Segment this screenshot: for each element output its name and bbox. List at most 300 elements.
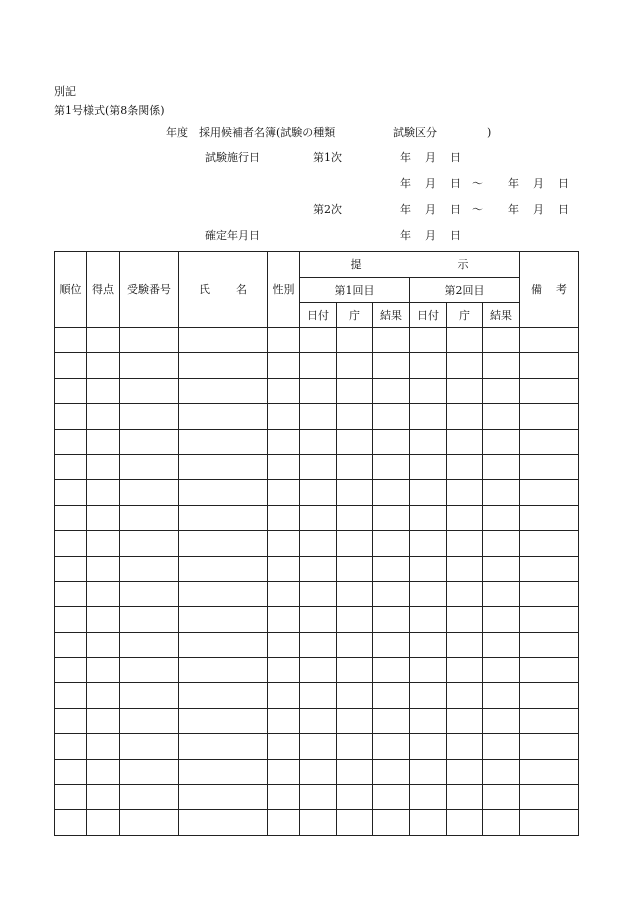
table-cell	[179, 378, 268, 403]
table-cell	[55, 658, 87, 683]
table-cell	[268, 658, 300, 683]
table-cell	[300, 378, 337, 403]
table-cell	[268, 708, 300, 733]
table-cell	[268, 607, 300, 632]
table-cell	[55, 505, 87, 530]
table-cell	[373, 581, 410, 606]
table-cell	[120, 708, 179, 733]
table-cell	[179, 785, 268, 810]
table-row	[55, 581, 579, 606]
table-cell	[268, 378, 300, 403]
table-cell	[337, 378, 373, 403]
table-cell	[55, 581, 87, 606]
table-cell	[87, 505, 120, 530]
table-cell	[447, 658, 483, 683]
table-cell	[179, 531, 268, 556]
table-cell	[268, 683, 300, 708]
header-presentation-part2: 示	[457, 258, 469, 271]
first-range-start-year: 年	[400, 177, 411, 190]
header-first-time: 第1回目	[300, 278, 410, 303]
table-cell	[120, 607, 179, 632]
header-name-part1: 氏	[199, 283, 210, 296]
header-first-office: 庁	[337, 303, 373, 328]
table-cell	[483, 581, 520, 606]
table-cell	[337, 785, 373, 810]
candidate-list-table	[54, 251, 578, 835]
confirm-date-year: 年	[400, 229, 411, 242]
table-cell	[179, 404, 268, 429]
table-cell	[179, 454, 268, 479]
table-cell	[179, 632, 268, 657]
table-cell	[87, 683, 120, 708]
table-cell	[55, 480, 87, 505]
table-cell	[410, 683, 447, 708]
table-cell	[179, 810, 268, 835]
table-cell	[447, 378, 483, 403]
table-cell	[268, 632, 300, 657]
table-cell	[179, 581, 268, 606]
table-cell	[520, 607, 579, 632]
first-date-day: 日	[450, 151, 461, 164]
table-cell	[268, 505, 300, 530]
table-cell	[410, 531, 447, 556]
table-cell	[483, 785, 520, 810]
table-cell	[520, 505, 579, 530]
table-cell	[373, 328, 410, 353]
table-cell	[337, 734, 373, 759]
table-cell	[483, 556, 520, 581]
table-cell	[120, 683, 179, 708]
table-cell	[410, 759, 447, 784]
table-cell	[337, 810, 373, 835]
table-cell	[373, 378, 410, 403]
table-cell	[520, 531, 579, 556]
table-cell	[179, 505, 268, 530]
table-cell	[300, 632, 337, 657]
table-cell	[268, 581, 300, 606]
table-cell	[410, 328, 447, 353]
table-cell	[300, 810, 337, 835]
table-cell	[373, 708, 410, 733]
table-row	[55, 353, 579, 378]
table-cell	[373, 505, 410, 530]
table-cell	[520, 734, 579, 759]
table-cell	[410, 429, 447, 454]
table-cell	[120, 378, 179, 403]
table-cell	[55, 607, 87, 632]
table-cell	[87, 378, 120, 403]
table-cell	[373, 785, 410, 810]
table-cell	[87, 480, 120, 505]
table-cell	[87, 632, 120, 657]
table-cell	[87, 759, 120, 784]
table-cell	[337, 480, 373, 505]
table-cell	[120, 454, 179, 479]
table-row	[55, 556, 579, 581]
annex-label: 別記	[54, 85, 76, 98]
table-cell	[337, 531, 373, 556]
table-cell	[483, 658, 520, 683]
table-cell	[410, 658, 447, 683]
table-cell	[410, 556, 447, 581]
table-cell	[483, 429, 520, 454]
table-cell	[410, 581, 447, 606]
table-cell	[483, 708, 520, 733]
table-row	[55, 480, 579, 505]
table-cell	[520, 785, 579, 810]
table-cell	[300, 708, 337, 733]
confirm-date-day: 日	[450, 229, 461, 242]
table-cell	[373, 480, 410, 505]
table-cell	[483, 531, 520, 556]
table-cell	[337, 556, 373, 581]
table-cell	[483, 683, 520, 708]
table-cell	[520, 759, 579, 784]
table-cell	[268, 810, 300, 835]
table-row	[55, 708, 579, 733]
table-cell	[179, 734, 268, 759]
table-cell	[373, 632, 410, 657]
table-cell	[120, 480, 179, 505]
confirm-date-month: 月	[425, 229, 436, 242]
table-cell	[520, 581, 579, 606]
header-name-part2: 名	[236, 283, 247, 296]
table-cell	[179, 708, 268, 733]
table-cell	[373, 734, 410, 759]
table-cell	[300, 607, 337, 632]
table-cell	[55, 353, 87, 378]
table-cell	[87, 734, 120, 759]
table-cell	[447, 632, 483, 657]
table-cell	[300, 683, 337, 708]
table-cell	[87, 556, 120, 581]
first-range-end-month: 月	[533, 177, 544, 190]
table-cell	[447, 734, 483, 759]
table-cell	[120, 810, 179, 835]
table-row	[55, 607, 579, 632]
table-cell	[337, 658, 373, 683]
table-cell	[300, 759, 337, 784]
table-cell	[337, 353, 373, 378]
table-cell	[447, 810, 483, 835]
table-row	[55, 810, 579, 835]
table-cell	[179, 429, 268, 454]
table-cell	[179, 683, 268, 708]
table-cell	[55, 328, 87, 353]
table-cell	[520, 683, 579, 708]
table-cell	[179, 607, 268, 632]
table-row	[55, 404, 579, 429]
table-cell	[55, 632, 87, 657]
table-cell	[337, 708, 373, 733]
table-row	[55, 658, 579, 683]
table-cell	[447, 429, 483, 454]
table-cell	[447, 505, 483, 530]
table-cell	[300, 531, 337, 556]
second-range-start-day: 日	[450, 203, 461, 216]
table-row	[55, 785, 579, 810]
table-cell	[87, 404, 120, 429]
table-cell	[179, 353, 268, 378]
table-cell	[337, 404, 373, 429]
table-cell	[373, 556, 410, 581]
table-cell	[520, 632, 579, 657]
table-cell	[337, 454, 373, 479]
second-range-start-year: 年	[400, 203, 411, 216]
table-cell	[410, 734, 447, 759]
table-cell	[483, 759, 520, 784]
table-row	[55, 429, 579, 454]
table-cell	[373, 607, 410, 632]
first-date-year: 年	[400, 151, 411, 164]
table-row	[55, 734, 579, 759]
table-cell	[179, 328, 268, 353]
table-cell	[447, 785, 483, 810]
table-cell	[268, 454, 300, 479]
table-cell	[120, 632, 179, 657]
first-stage-label: 第1次	[313, 151, 342, 164]
header-score: 得点	[87, 252, 120, 328]
table-cell	[447, 607, 483, 632]
table-cell	[483, 378, 520, 403]
table-cell	[410, 708, 447, 733]
header-gender: 性別	[268, 252, 300, 328]
table-cell	[268, 531, 300, 556]
table-cell	[520, 454, 579, 479]
form-number: 第1号様式(第8条関係)	[54, 104, 165, 117]
table-cell	[410, 785, 447, 810]
table-cell	[483, 632, 520, 657]
table-cell	[337, 505, 373, 530]
table-cell	[300, 429, 337, 454]
table-cell	[410, 454, 447, 479]
table-cell	[373, 810, 410, 835]
table-cell	[483, 454, 520, 479]
table-cell	[87, 328, 120, 353]
header-presentation	[300, 252, 520, 278]
first-range-end-day: 日	[558, 177, 569, 190]
table-cell	[337, 429, 373, 454]
header-exam-number: 受験番号	[120, 252, 179, 328]
table-cell	[483, 505, 520, 530]
table-cell	[410, 404, 447, 429]
table-cell	[120, 429, 179, 454]
table-cell	[447, 480, 483, 505]
table-cell	[300, 556, 337, 581]
table-cell	[483, 810, 520, 835]
title-year: 年度	[166, 126, 188, 139]
table-cell	[120, 505, 179, 530]
table-cell	[300, 404, 337, 429]
table-cell	[55, 531, 87, 556]
table-cell	[373, 683, 410, 708]
table-cell	[120, 531, 179, 556]
first-range-start-day: 日	[450, 177, 461, 190]
header-first-date: 日付	[300, 303, 337, 328]
table-cell	[55, 683, 87, 708]
table-cell	[373, 658, 410, 683]
table-cell	[87, 353, 120, 378]
table-cell	[87, 581, 120, 606]
table-cell	[120, 353, 179, 378]
table-cell	[55, 785, 87, 810]
header-second-date: 日付	[410, 303, 447, 328]
table-cell	[410, 505, 447, 530]
table-cell	[87, 708, 120, 733]
second-range-end-year: 年	[508, 203, 519, 216]
table-cell	[373, 531, 410, 556]
header-remarks-part2: 考	[556, 283, 568, 296]
table-cell	[483, 353, 520, 378]
table-cell	[120, 581, 179, 606]
page-title: 採用候補者名簿(試験の種類	[199, 126, 336, 139]
first-range-start-month: 月	[425, 177, 436, 190]
table-cell	[120, 556, 179, 581]
table-cell	[55, 378, 87, 403]
table-cell	[520, 404, 579, 429]
table-cell	[520, 480, 579, 505]
table-row	[55, 328, 579, 353]
header-second-time: 第2回目	[410, 278, 520, 303]
table-cell	[268, 480, 300, 505]
table-cell	[268, 556, 300, 581]
table-cell	[120, 658, 179, 683]
table-cell	[300, 328, 337, 353]
table-cell	[520, 429, 579, 454]
table-cell	[520, 658, 579, 683]
table-row	[55, 759, 579, 784]
table-cell	[87, 531, 120, 556]
table-cell	[120, 785, 179, 810]
table-cell	[447, 454, 483, 479]
second-range-tilde: 〜	[472, 203, 483, 216]
header-remarks	[520, 252, 579, 328]
table-cell	[87, 658, 120, 683]
table-cell	[120, 404, 179, 429]
table-cell	[179, 480, 268, 505]
table-cell	[300, 785, 337, 810]
table-cell	[447, 531, 483, 556]
table-cell	[55, 708, 87, 733]
table-cell	[410, 632, 447, 657]
header-rank: 順位	[55, 252, 87, 328]
table-cell	[179, 658, 268, 683]
table-cell	[447, 759, 483, 784]
table-cell	[373, 759, 410, 784]
table-row	[55, 505, 579, 530]
table-cell	[268, 353, 300, 378]
table-cell	[447, 328, 483, 353]
table-cell	[520, 378, 579, 403]
table-cell	[87, 429, 120, 454]
table-row	[55, 683, 579, 708]
table-cell	[373, 429, 410, 454]
title-category: 試験区分	[393, 126, 437, 139]
table-cell	[373, 454, 410, 479]
table-cell	[268, 759, 300, 784]
table-cell	[300, 734, 337, 759]
table-cell	[55, 404, 87, 429]
table-cell	[447, 581, 483, 606]
header-name	[179, 252, 268, 328]
table-cell	[87, 454, 120, 479]
exam-date-label: 試験施行日	[205, 151, 260, 164]
table-cell	[447, 708, 483, 733]
table-row	[55, 531, 579, 556]
second-range-end-month: 月	[533, 203, 544, 216]
table-cell	[447, 353, 483, 378]
table-cell	[520, 556, 579, 581]
title-close-paren: )	[487, 126, 492, 139]
table-cell	[120, 328, 179, 353]
table-cell	[447, 404, 483, 429]
table-cell	[337, 581, 373, 606]
table-cell	[55, 734, 87, 759]
table-row	[55, 378, 579, 403]
table-cell	[268, 328, 300, 353]
table-cell	[373, 353, 410, 378]
table-cell	[337, 683, 373, 708]
table-cell	[87, 810, 120, 835]
table-cell	[410, 607, 447, 632]
table-cell	[410, 810, 447, 835]
table-cell	[55, 454, 87, 479]
table-cell	[179, 556, 268, 581]
table-cell	[483, 328, 520, 353]
table-cell	[483, 480, 520, 505]
table-cell	[268, 785, 300, 810]
table-cell	[300, 581, 337, 606]
table-cell	[55, 429, 87, 454]
table-cell	[55, 810, 87, 835]
table-cell	[447, 683, 483, 708]
table-cell	[483, 734, 520, 759]
table-cell	[120, 734, 179, 759]
table-cell	[410, 378, 447, 403]
table-cell	[483, 404, 520, 429]
table-cell	[300, 353, 337, 378]
table-cell	[55, 556, 87, 581]
table-cell	[55, 759, 87, 784]
table-cell	[520, 708, 579, 733]
second-range-start-month: 月	[425, 203, 436, 216]
first-range-tilde: 〜	[472, 177, 483, 190]
table-cell	[300, 480, 337, 505]
header-remarks-part1: 備	[531, 283, 543, 296]
table-cell	[268, 734, 300, 759]
first-date-month: 月	[425, 151, 436, 164]
table-cell	[300, 658, 337, 683]
table-cell	[300, 505, 337, 530]
confirm-date-label: 確定年月日	[205, 229, 260, 242]
table-cell	[87, 785, 120, 810]
table-cell	[520, 810, 579, 835]
header-second-office: 庁	[447, 303, 483, 328]
table-cell	[268, 429, 300, 454]
table-cell	[483, 607, 520, 632]
table-cell	[373, 404, 410, 429]
table-cell	[337, 328, 373, 353]
table-cell	[520, 328, 579, 353]
table-cell	[520, 353, 579, 378]
table-cell	[337, 632, 373, 657]
table-cell	[87, 607, 120, 632]
header-first-result: 結果	[373, 303, 410, 328]
table-row	[55, 454, 579, 479]
table-cell	[179, 759, 268, 784]
table-cell	[337, 759, 373, 784]
table-cell	[337, 607, 373, 632]
